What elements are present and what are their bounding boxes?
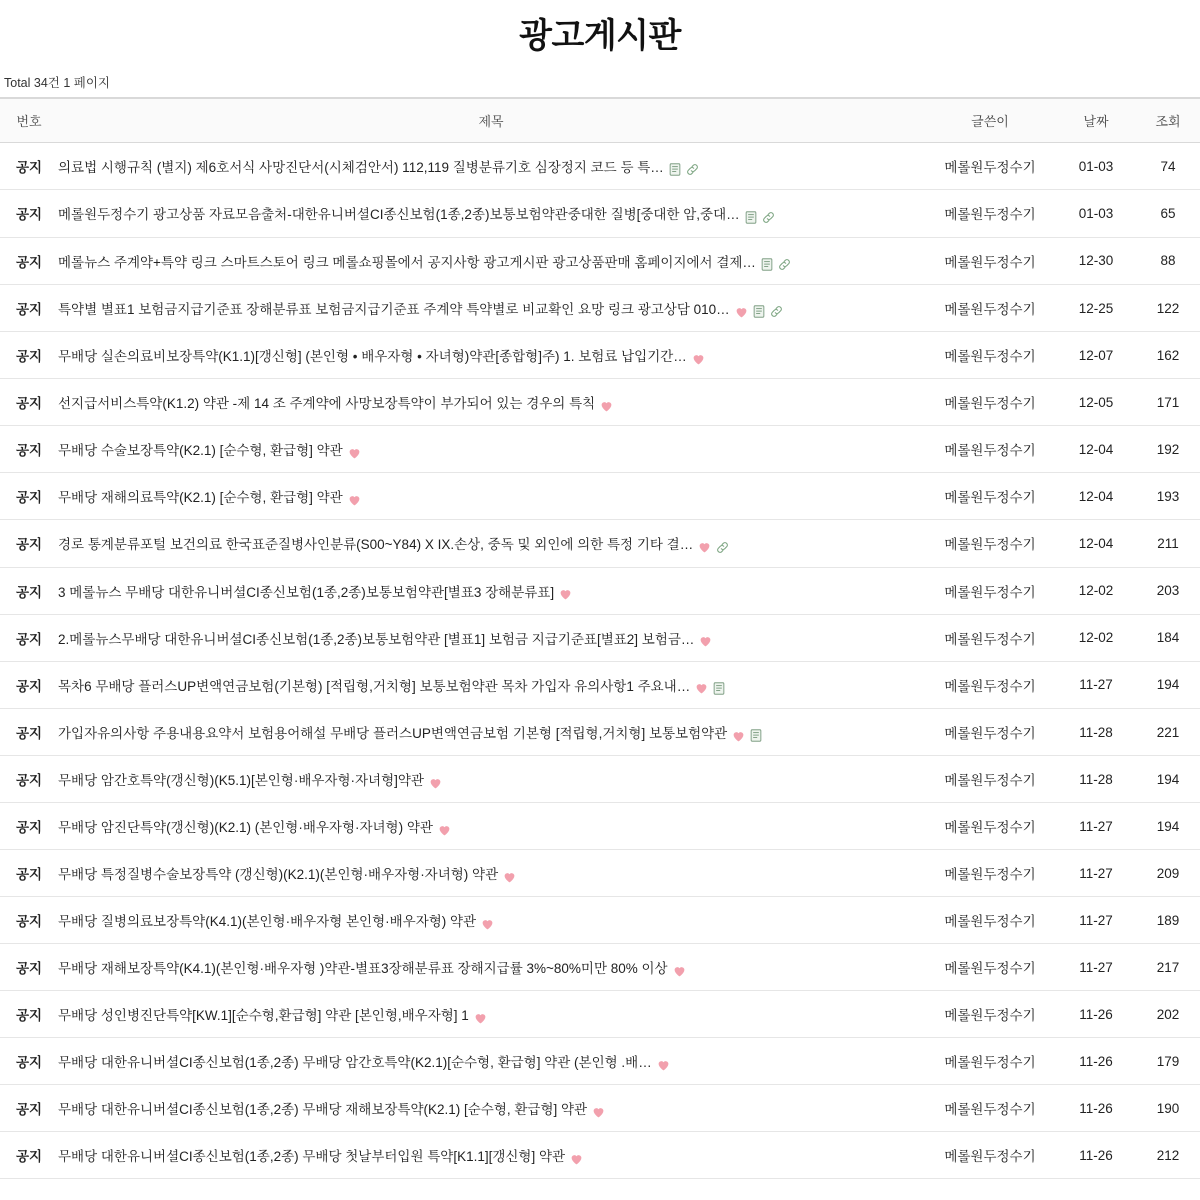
row-subject-link[interactable]: 무배당 암진단특약(갱신형)(K2.1) (본인형·배우자형·자녀형) 약관	[58, 820, 433, 836]
row-hit-count: 217	[1136, 944, 1200, 991]
column-header-date[interactable]: 날짜	[1056, 99, 1136, 143]
row-writer[interactable]: 메롤원두정수기	[924, 473, 1056, 520]
table-row[interactable]	[0, 991, 1200, 1038]
heart-icon	[438, 822, 451, 836]
row-notice-badge: 공지	[0, 1085, 58, 1132]
row-writer[interactable]: 메롤원두정수기	[924, 567, 1056, 614]
table-row[interactable]	[0, 567, 1200, 614]
heart-icon	[657, 1057, 670, 1071]
row-subject-cell[interactable]	[58, 944, 924, 991]
link-icon	[770, 305, 783, 318]
row-writer[interactable]: 메롤원두정수기	[924, 379, 1056, 426]
table-row[interactable]	[0, 190, 1200, 237]
row-writer[interactable]: 메롤원두정수기	[924, 614, 1056, 661]
row-notice-badge: 공지	[0, 614, 58, 661]
row-subject-link[interactable]: 무배당 대한유니버셜CI종신보험(1종,2종) 무배당 암간호특약(K2.1)[순수형, 환급형] 약관 (본인형 .배…	[58, 1055, 652, 1071]
row-date: 12-04	[1056, 473, 1136, 520]
table-row[interactable]	[0, 237, 1200, 284]
row-date: 11-27	[1056, 661, 1136, 708]
heart-icon	[559, 587, 572, 601]
row-notice-badge: 공지	[0, 1132, 58, 1179]
row-subject-link[interactable]: 무배당 암간호특약(갱신형)(K5.1)[본인형·배우자형·자녀형]약관	[58, 773, 424, 789]
heart-icon	[481, 916, 494, 930]
row-subject-cell[interactable]	[58, 284, 924, 331]
row-writer[interactable]: 메롤원두정수기	[924, 190, 1056, 237]
page-title: 광고게시판	[519, 17, 681, 55]
table-body	[0, 143, 1200, 1179]
row-writer[interactable]: 메롤원두정수기	[924, 520, 1056, 567]
row-subject-cell[interactable]	[58, 661, 924, 708]
table-row[interactable]	[0, 284, 1200, 331]
table-row[interactable]	[0, 850, 1200, 897]
row-date: 11-27	[1056, 897, 1136, 944]
row-notice-badge: 공지	[0, 708, 58, 755]
row-date: 12-04	[1056, 520, 1136, 567]
table-row[interactable]	[0, 426, 1200, 473]
table-row[interactable]	[0, 944, 1200, 991]
row-subject-link[interactable]: 의료법 시행규칙 (별지) 제6호서식 사망진단서(시체검안서) 112,119 질병분류기호 심장정지 코드 등 특…	[58, 160, 664, 175]
file-icon	[669, 163, 681, 176]
row-hit-count: 194	[1136, 756, 1200, 803]
row-date: 01-03	[1056, 190, 1136, 237]
link-icon	[686, 163, 699, 176]
table-row[interactable]	[0, 473, 1200, 520]
row-writer[interactable]: 메롤원두정수기	[924, 332, 1056, 379]
heart-icon	[735, 304, 748, 318]
row-subject-cell[interactable]	[58, 520, 924, 567]
link-icon	[716, 540, 729, 553]
row-date: 11-26	[1056, 1038, 1136, 1085]
file-icon	[713, 682, 725, 695]
row-subject-cell[interactable]	[58, 473, 924, 520]
row-date: 12-05	[1056, 379, 1136, 426]
column-header-writer[interactable]: 글쓴이	[924, 99, 1056, 143]
row-notice-badge: 공지	[0, 426, 58, 473]
heart-icon	[429, 775, 442, 789]
row-notice-badge: 공지	[0, 143, 58, 190]
row-hit-count: 189	[1136, 897, 1200, 944]
row-subject-cell[interactable]	[58, 756, 924, 803]
row-notice-badge: 공지	[0, 991, 58, 1038]
row-writer[interactable]: 메롤원두정수기	[924, 284, 1056, 331]
row-notice-badge: 공지	[0, 661, 58, 708]
row-writer[interactable]: 메롤원두정수기	[924, 850, 1056, 897]
row-notice-badge: 공지	[0, 897, 58, 944]
row-subject-cell[interactable]	[58, 567, 924, 614]
row-date: 11-27	[1056, 803, 1136, 850]
row-hit-count: 179	[1136, 1038, 1200, 1085]
row-notice-badge: 공지	[0, 379, 58, 426]
row-hit-count: 192	[1136, 426, 1200, 473]
row-subject-cell[interactable]	[58, 237, 924, 284]
row-subject-link[interactable]: 메롤뉴스 주계약+특약 링크 스마트스토어 링크 메롤쇼핑몰에서 공지사항 광고게시판 광고상품판매 홈페이지에서 결제…	[58, 254, 756, 270]
row-subject-cell[interactable]	[58, 332, 924, 379]
table-header	[0, 99, 1200, 143]
row-notice-badge: 공지	[0, 1038, 58, 1085]
row-writer[interactable]: 메롤원두정수기	[924, 897, 1056, 944]
row-notice-badge: 공지	[0, 473, 58, 520]
row-subject-cell[interactable]	[58, 991, 924, 1038]
heart-icon	[673, 963, 686, 977]
row-date: 11-26	[1056, 1132, 1136, 1179]
heart-icon	[692, 351, 705, 365]
row-notice-badge: 공지	[0, 803, 58, 850]
row-writer[interactable]: 메롤원두정수기	[924, 1038, 1056, 1085]
table-row[interactable]	[0, 143, 1200, 190]
row-date: 11-26	[1056, 1085, 1136, 1132]
table-row[interactable]	[0, 1132, 1200, 1179]
row-subject-link[interactable]: 무배당 실손의료비보장특약(K1.1)[갱신형] (본인형 • 배우자형 • 자녀형)약관[종합형]주) 1. 보험료 납입기간…	[58, 349, 687, 365]
table-row[interactable]	[0, 756, 1200, 803]
row-subject-link[interactable]: 무배당 대한유니버셜CI종신보험(1종,2종) 무배당 재해보장특약(K2.1) [순수형, 환급형] 약관	[58, 1102, 588, 1118]
row-subject-link[interactable]: 무배당 대한유니버셜CI종신보험(1종,2종) 무배당 첫날부터입원 특약[K1.1][갱신형] 약관	[58, 1149, 566, 1165]
heart-icon	[698, 539, 711, 553]
table-row[interactable]	[0, 1038, 1200, 1085]
row-hit-count: 74	[1136, 143, 1200, 190]
table-row[interactable]	[0, 332, 1200, 379]
row-date: 11-28	[1056, 708, 1136, 755]
row-hit-count: 162	[1136, 332, 1200, 379]
row-hit-count: 184	[1136, 614, 1200, 661]
row-notice-badge: 공지	[0, 567, 58, 614]
board-table	[0, 98, 1200, 1179]
row-subject-link[interactable]: 무배당 성인병진단특약[KW.1][순수형,환급형] 약관 [본인형,배우자형] 1	[58, 1008, 469, 1024]
row-subject-cell[interactable]	[58, 1132, 924, 1179]
row-writer[interactable]: 메롤원두정수기	[924, 708, 1056, 755]
row-date: 01-03	[1056, 143, 1136, 190]
row-subject-link[interactable]: 특약별 별표1 보험금지급기준표 장해분류표 보험금지급기준표 주계약 특약별로 비교확인 요망 링크 광고상담 010…	[58, 301, 730, 317]
table-row[interactable]	[0, 708, 1200, 755]
column-header-num[interactable]: 번호	[0, 99, 58, 143]
row-notice-badge: 공지	[0, 284, 58, 331]
row-notice-badge: 공지	[0, 237, 58, 284]
row-hit-count: 202	[1136, 991, 1200, 1038]
row-writer[interactable]: 메롤원두정수기	[924, 1132, 1056, 1179]
heart-icon	[348, 492, 361, 506]
row-subject-cell[interactable]	[58, 803, 924, 850]
file-icon	[745, 210, 757, 223]
heart-icon	[503, 869, 516, 883]
row-writer[interactable]: 메롤원두정수기	[924, 944, 1056, 991]
row-date: 12-02	[1056, 567, 1136, 614]
row-writer[interactable]: 메롤원두정수기	[924, 991, 1056, 1038]
table-header-row	[0, 99, 1200, 143]
row-date: 11-27	[1056, 944, 1136, 991]
row-writer[interactable]: 메롤원두정수기	[924, 426, 1056, 473]
file-icon	[753, 305, 765, 318]
row-date: 12-30	[1056, 237, 1136, 284]
heart-icon	[570, 1151, 583, 1165]
row-subject-link[interactable]: 무배당 질병의료보장특약(K4.1)(본인형·배우자형 본인형·배우자형) 약관	[58, 914, 477, 930]
table-row[interactable]	[0, 614, 1200, 661]
link-icon	[778, 258, 791, 271]
row-hit-count: 209	[1136, 850, 1200, 897]
row-date: 12-04	[1056, 426, 1136, 473]
file-icon	[761, 258, 773, 271]
row-subject-link[interactable]: 무배당 재해보장특약(K4.1)(본인형·배우자형 )약관-별표3장해분류표 장해지급률 3%~80%미만 80% 이상	[58, 961, 668, 977]
table-row[interactable]	[0, 520, 1200, 567]
heart-icon	[348, 445, 361, 459]
row-hit-count: 203	[1136, 567, 1200, 614]
table-row[interactable]	[0, 1085, 1200, 1132]
heart-icon	[600, 398, 613, 412]
row-date: 11-27	[1056, 850, 1136, 897]
row-writer[interactable]: 메롤원두정수기	[924, 1085, 1056, 1132]
row-notice-badge: 공지	[0, 332, 58, 379]
table-row[interactable]	[0, 379, 1200, 426]
row-date: 12-25	[1056, 284, 1136, 331]
row-subject-link[interactable]: 선지급서비스특약(K1.2) 약관 -제 14 조 주계약에 사망보장특약이 부가되어 있는 경우의 특칙	[58, 396, 596, 412]
row-hit-count: 194	[1136, 661, 1200, 708]
row-subject-cell[interactable]	[58, 190, 924, 237]
row-subject-cell[interactable]	[58, 708, 924, 755]
row-subject-cell[interactable]	[58, 379, 924, 426]
table-row[interactable]	[0, 803, 1200, 850]
row-subject-link[interactable]: 목차6 무배당 플러스UP변액연금보험(기본형) [적립형,거치형] 보통보험약관 목차 가입자 유의사항1 주요내…	[58, 678, 691, 694]
row-subject-link[interactable]: 무배당 특정질병수술보장특약 (갱신형)(K2.1)(본인형·배우자형·자녀형) 약관	[58, 867, 499, 883]
row-subject-cell[interactable]	[58, 426, 924, 473]
row-writer[interactable]: 메롤원두정수기	[924, 237, 1056, 284]
row-writer[interactable]: 메롤원두정수기	[924, 756, 1056, 803]
row-subject-cell[interactable]	[58, 850, 924, 897]
row-subject-link[interactable]: 무배당 재해의료특약(K2.1) [순수형, 환급형] 약관	[58, 490, 343, 506]
row-hit-count: 212	[1136, 1132, 1200, 1179]
row-hit-count: 221	[1136, 708, 1200, 755]
row-subject-cell[interactable]	[58, 143, 924, 190]
row-notice-badge: 공지	[0, 756, 58, 803]
row-subject-link[interactable]: 메롤원두정수기 광고상품 자료모음출처-대한유니버셜CI종신보험(1종,2종)보통보험약관중대한 질병[중대한 암,중대…	[58, 207, 740, 223]
row-notice-badge: 공지	[0, 850, 58, 897]
row-hit-count: 190	[1136, 1085, 1200, 1132]
row-hit-count: 122	[1136, 284, 1200, 331]
row-subject-cell[interactable]	[58, 897, 924, 944]
table-row[interactable]	[0, 661, 1200, 708]
column-header-hit[interactable]: 조회	[1136, 99, 1200, 143]
row-subject-cell[interactable]	[58, 1038, 924, 1085]
row-subject-link[interactable]: 경로 통계분류포털 보건의료 한국표준질병사인분류(S00~Y84) X IX.손상, 중독 및 외인에 의한 특정 기타 결…	[58, 537, 694, 553]
row-hit-count: 171	[1136, 379, 1200, 426]
row-subject-link[interactable]: 무배당 수술보장특약(K2.1) [순수형, 환급형] 약관	[58, 443, 343, 459]
row-hit-count: 194	[1136, 803, 1200, 850]
row-notice-badge: 공지	[0, 520, 58, 567]
row-date: 11-28	[1056, 756, 1136, 803]
heart-icon	[732, 728, 745, 742]
row-notice-badge: 공지	[0, 944, 58, 991]
row-subject-link[interactable]: 가입자유의사항 주용내용요약서 보험용어해설 무배당 플러스UP변액연금보험 기본형 [적립형,거치형] 보통보험약관	[58, 725, 728, 741]
row-date: 12-02	[1056, 614, 1136, 661]
heart-icon	[695, 681, 708, 695]
row-hit-count: 88	[1136, 237, 1200, 284]
row-writer[interactable]: 메롤원두정수기	[924, 143, 1056, 190]
total-count-label: Total 34건 1 페이지	[0, 71, 1200, 98]
row-subject-cell[interactable]	[58, 614, 924, 661]
file-icon	[750, 729, 762, 742]
row-notice-badge: 공지	[0, 190, 58, 237]
row-date: 11-26	[1056, 991, 1136, 1038]
row-subject-link[interactable]: 3 메롤뉴스 무배당 대한유니버셜CI종신보험(1종,2종)보통보험약관[별표3 장해분류표]	[58, 584, 555, 600]
column-header-subject[interactable]: 제목	[58, 99, 924, 143]
heart-icon	[474, 1010, 487, 1024]
row-hit-count: 65	[1136, 190, 1200, 237]
link-icon	[762, 210, 775, 223]
heart-icon	[699, 634, 712, 648]
row-writer[interactable]: 메롤원두정수기	[924, 803, 1056, 850]
heart-icon	[592, 1104, 605, 1118]
row-subject-link[interactable]: 2.메롤뉴스무배당 대한유니버셜CI종신보험(1종,2종)보통보험약관 [별표1] 보험금 지급기준표[별표2] 보험금…	[58, 631, 695, 647]
row-subject-cell[interactable]	[58, 1085, 924, 1132]
row-hit-count: 193	[1136, 473, 1200, 520]
table-row[interactable]	[0, 897, 1200, 944]
row-date: 12-07	[1056, 332, 1136, 379]
row-hit-count: 211	[1136, 520, 1200, 567]
row-writer[interactable]: 메롤원두정수기	[924, 661, 1056, 708]
